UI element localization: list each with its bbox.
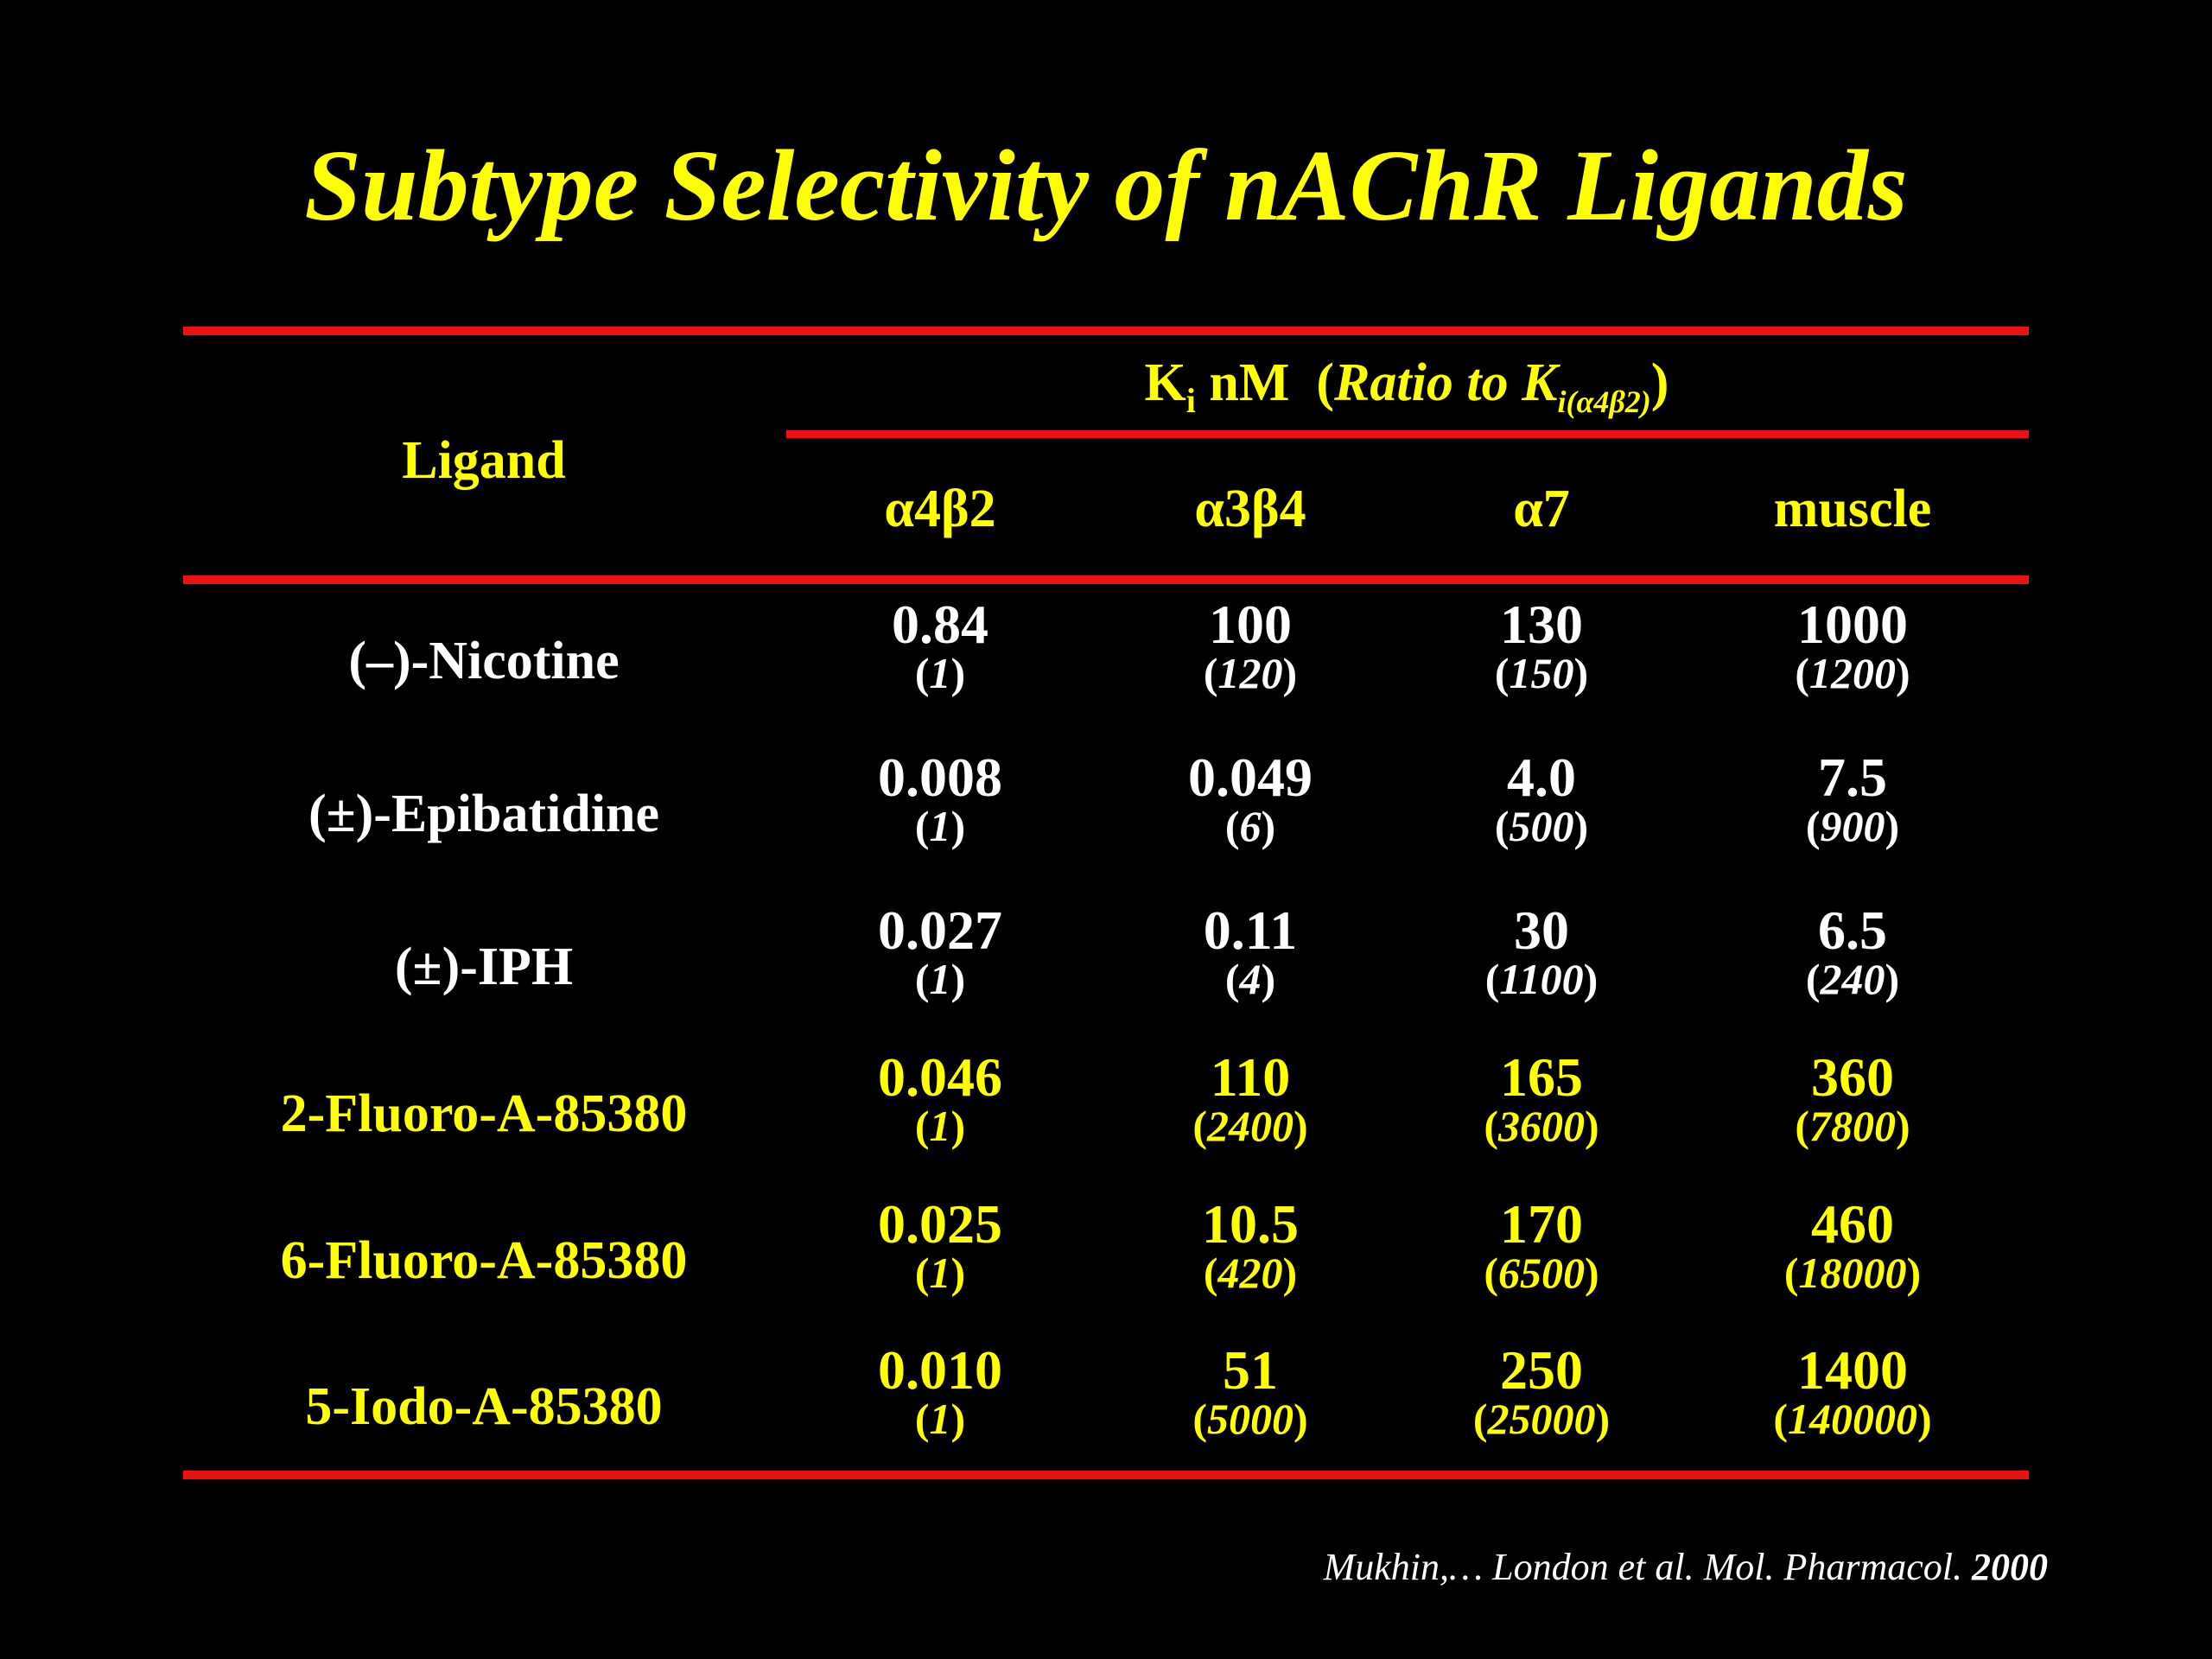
table-row — [0, 1193, 2212, 1327]
ligand-name: (–)-Nicotine — [348, 632, 620, 690]
ki-value: 130 — [1500, 594, 1583, 655]
table-row — [0, 1046, 2212, 1180]
ki-value: 0.84 — [892, 594, 988, 655]
ki-value: 0.046 — [878, 1046, 1002, 1108]
ki-ratio: 18000 — [1798, 1249, 1907, 1297]
ki-cell: 165 (3600) — [1386, 1051, 1697, 1147]
ki-cell: 0.84 (1) — [785, 598, 1096, 695]
ki-header — [786, 353, 2027, 420]
ki-value: 0.027 — [878, 899, 1002, 961]
ki-ratio: 5000 — [1207, 1395, 1294, 1443]
column-header-a3b4: α3β4 — [1194, 480, 1306, 538]
ki-ratio: 4 — [1239, 955, 1262, 1003]
ki-value: 0.010 — [878, 1339, 1002, 1401]
ki-ratio: 3600 — [1498, 1102, 1585, 1150]
ki-value: 6.5 — [1818, 899, 1887, 961]
ki-ratio: 1 — [929, 1102, 951, 1150]
ki-ratio: 7800 — [1809, 1102, 1896, 1150]
ki-value: 51 — [1223, 1339, 1278, 1401]
ratio-close: ) — [1650, 353, 1669, 412]
ligand-name: 5-Iodo-A-85380 — [305, 1377, 663, 1436]
ligand-name: 6-Fluoro-A-85380 — [280, 1231, 688, 1290]
ki-symbol: K — [1144, 353, 1186, 412]
ki-value: 7.5 — [1818, 747, 1887, 808]
ki-ratio: 140000 — [1788, 1395, 1917, 1443]
ki-cell: 110 (2400) — [1095, 1051, 1406, 1147]
ki-cell: 0.046 (1) — [785, 1051, 1096, 1147]
ki-ratio: 1200 — [1809, 649, 1896, 697]
citation-authors: Mukhin,… London et al. Mol. Pharmacol. — [1323, 1546, 1962, 1588]
slide-title: Subtype Selectivity of nAChR Ligands — [304, 129, 1908, 242]
ki-cell: 0.008 (1) — [785, 751, 1096, 848]
ki-value: 170 — [1500, 1193, 1583, 1255]
table-row — [0, 899, 2212, 1033]
ki-cell: 0.11 (4) — [1095, 904, 1406, 1001]
ki-ratio: 420 — [1217, 1249, 1283, 1297]
table-row — [0, 1339, 2212, 1473]
ki-ratio: 500 — [1509, 802, 1574, 850]
table-row — [0, 747, 2212, 880]
ki-value: 0.008 — [878, 747, 1002, 808]
citation — [1324, 1545, 2048, 1589]
ki-cell: 4.0 (500) — [1386, 751, 1697, 848]
table-top-rule — [183, 327, 2029, 335]
ki-value: 165 — [1500, 1046, 1583, 1108]
ki-value: 4.0 — [1507, 747, 1576, 808]
ki-cell: 0.027 (1) — [785, 904, 1096, 1001]
column-header-a7: α7 — [1513, 480, 1570, 538]
ki-cell: 6.5 (240) — [1697, 904, 2008, 1001]
ratio-subscript: i(α4β2) — [1557, 385, 1651, 419]
ki-value: 1400 — [1797, 1339, 1908, 1401]
ligand-name: (±)-IPH — [394, 938, 574, 996]
ligand-name: (±)-Epibatidine — [308, 785, 660, 843]
ki-value: 250 — [1500, 1339, 1583, 1401]
ki-value: 30 — [1514, 899, 1569, 961]
ki-cell: 1000 (1200) — [1697, 598, 2008, 695]
ki-cell: 10.5 (420) — [1095, 1198, 1406, 1294]
ki-value: 100 — [1209, 594, 1292, 655]
ki-ratio: 2400 — [1207, 1102, 1294, 1150]
ki-cell: 130 (150) — [1386, 598, 1697, 695]
ki-value: 360 — [1811, 1046, 1894, 1108]
ki-ratio: 240 — [1820, 955, 1885, 1003]
header-bottom-rule — [183, 575, 2029, 584]
ki-ratio: 1100 — [1499, 955, 1584, 1003]
ki-ratio: 150 — [1509, 649, 1574, 697]
ki-ratio: 120 — [1217, 649, 1283, 697]
ki-cell: 250 (25000) — [1386, 1344, 1697, 1440]
ki-cell: 170 (6500) — [1386, 1198, 1697, 1294]
ki-cell: 30 (1100) — [1386, 904, 1697, 1001]
table-row — [0, 594, 2212, 728]
ligand-name: 2-Fluoro-A-85380 — [280, 1084, 688, 1143]
ki-ratio: 6 — [1239, 802, 1262, 850]
ki-ratio: 1 — [929, 802, 951, 850]
ki-ratio: 1 — [929, 649, 951, 697]
ki-cell: 360 (7800) — [1697, 1051, 2008, 1147]
ki-cell: 0.025 (1) — [785, 1198, 1096, 1294]
ki-cell: 0.049 (6) — [1095, 751, 1406, 848]
table-bottom-rule — [183, 1471, 2029, 1479]
ki-ratio: 900 — [1820, 802, 1885, 850]
ki-ratio: 1 — [929, 955, 951, 1003]
ki-header-rule — [786, 430, 2029, 438]
column-header-muscle: muscle — [1773, 480, 1932, 538]
ki-cell: 100 (120) — [1095, 598, 1406, 695]
ki-value: 10.5 — [1202, 1193, 1299, 1255]
ki-ratio: 1 — [929, 1249, 951, 1297]
ki-value: 0.025 — [878, 1193, 1002, 1255]
ki-cell: 51 (5000) — [1095, 1344, 1406, 1440]
ligand-column-header: Ligand — [402, 431, 566, 490]
ki-ratio: 1 — [929, 1395, 951, 1443]
ki-ratio: 6500 — [1498, 1249, 1585, 1297]
ki-value: 1000 — [1797, 594, 1908, 655]
ki-cell: 1400 (140000) — [1697, 1344, 2008, 1440]
ki-unit: nM — [1209, 353, 1290, 412]
ki-value: 110 — [1210, 1046, 1291, 1108]
ki-value: 0.049 — [1188, 747, 1313, 808]
ki-ratio: 25000 — [1487, 1395, 1596, 1443]
ratio-open: ( — [1316, 353, 1335, 412]
ratio-text: Ratio to K — [1334, 353, 1558, 412]
ki-cell: 460 (18000) — [1697, 1198, 2008, 1294]
ki-value: 0.11 — [1203, 899, 1298, 961]
citation-year: 2000 — [1972, 1546, 2048, 1588]
ki-cell: 0.010 (1) — [785, 1344, 1096, 1440]
ki-value: 460 — [1811, 1193, 1894, 1255]
ki-cell: 7.5 (900) — [1697, 751, 2008, 848]
column-header-a4b2: α4β2 — [884, 480, 996, 538]
ki-subscript: i — [1185, 381, 1196, 420]
